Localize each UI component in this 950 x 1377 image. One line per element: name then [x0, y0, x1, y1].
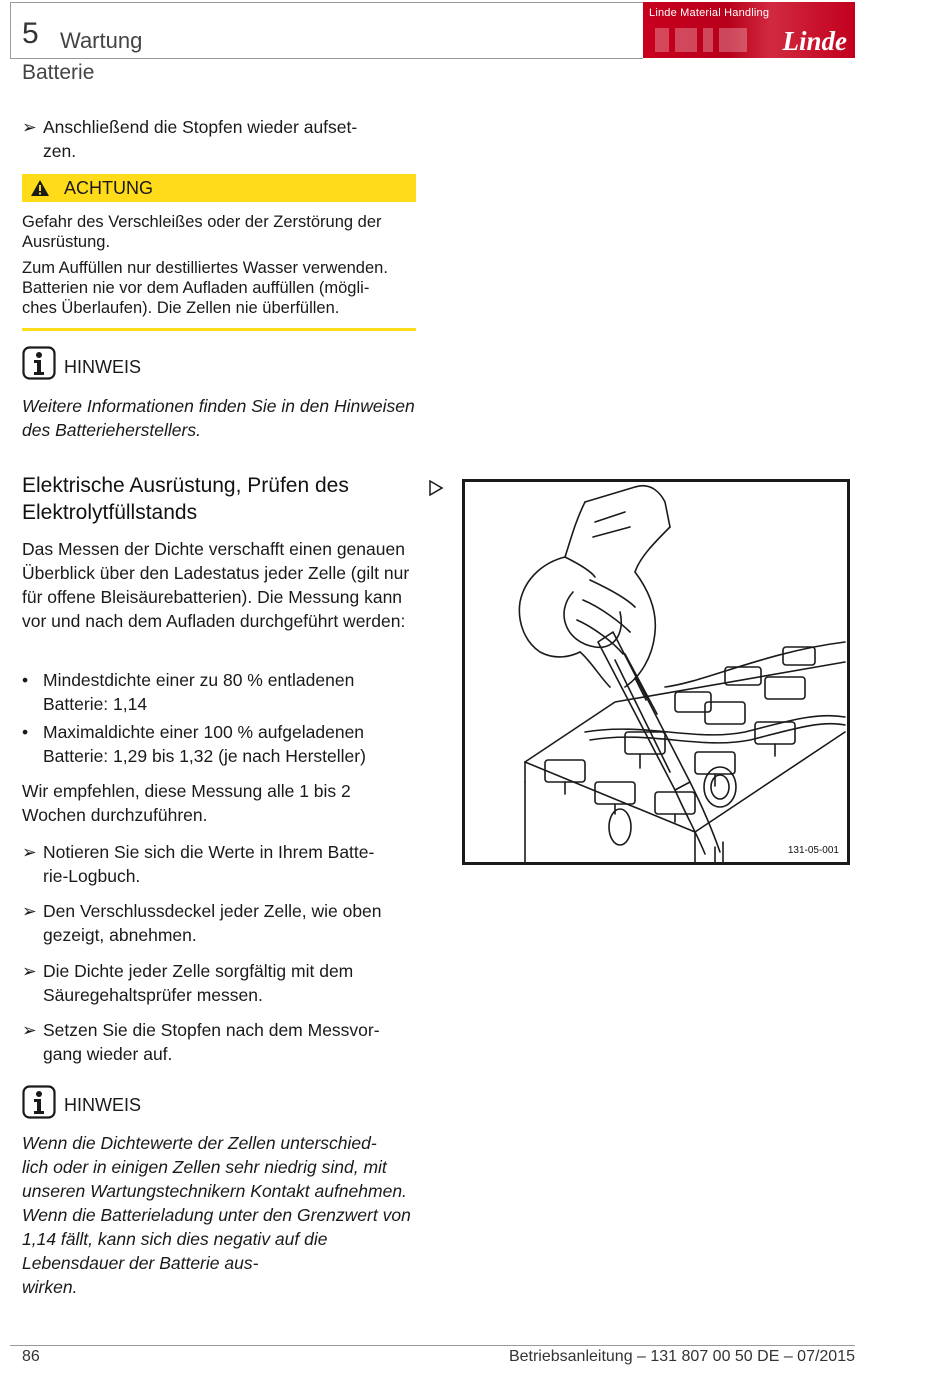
brand-logo-word: Linde [782, 26, 847, 56]
warning-header [22, 174, 416, 202]
battery-illustration [465, 482, 847, 862]
info-icon [22, 346, 56, 380]
step-text: Notieren Sie sich die Werte in Ihrem Batte- rie-Logbuch. [43, 842, 375, 886]
chapter-number: 5 [22, 17, 39, 50]
recommendation [22, 779, 416, 827]
note-text: Weitere Informationen finden Sie in den Hinweisen des Batterieherstellers. [22, 396, 415, 440]
section-intro [22, 537, 416, 633]
footer-rule [10, 1345, 855, 1346]
warning-title: ACHTUNG [64, 178, 153, 198]
figure-hydrometer [462, 479, 850, 865]
header-rule-bottom [10, 58, 643, 59]
step-arrow-icon: ➢ [22, 1020, 37, 1040]
step-text: Setzen Sie die Stopfen nach dem Messvor- gang wieder auf. [43, 1020, 380, 1064]
logo-pattern [655, 28, 750, 52]
figure-label: 131-05-001 [787, 845, 839, 856]
note-title: HINWEIS [64, 1095, 142, 1115]
chapter-title: Wartung [60, 28, 143, 53]
brand-line: Linde Material Handling [649, 7, 770, 19]
figure-marker-icon [428, 480, 444, 496]
note-title: HINWEIS [64, 357, 142, 377]
linde-logo [643, 2, 855, 58]
step-arrow-icon: ➢ [22, 842, 37, 862]
warning-triangle-icon [30, 179, 50, 197]
step-arrow-icon: ➢ [22, 961, 37, 981]
document-reference: Betriebsanleitung – 131 807 00 50 DE – 07/2015 [508, 1348, 855, 1365]
note-text: Wenn die Dichtewerte der Zellen unterschied- lich oder in einigen Zellen sehr niedrig sind, mit unseren Wartungstechnikern Kontakt aufnehmen. Wenn die Batterieladung unter den Grenzwert von 1,14 fällt, kann sich dies negativ auf die Lebensdauer der Batterie aus- wirken. [22, 1133, 411, 1297]
bullet-text: Mindestdichte einer zu 80 % entladenen Batterie: 1,14 [43, 670, 355, 714]
recommendation-text: Wir empfehlen, diese Messung alle 1 bis 2 Wochen durchzuführen. [22, 781, 351, 825]
section-heading: Elektrische Ausrüstung, Prüfen des Elektrolytfüllstands [22, 474, 349, 524]
bullet-dot: • [22, 722, 29, 742]
note-body [22, 394, 416, 442]
step-arrow-icon: ➢ [22, 901, 37, 921]
bullet-text: Maximaldichte einer 100 % aufgeladenen Batterie: 1,29 bis 1,32 (je nach Hersteller) [43, 722, 366, 766]
page-number: 86 [22, 1348, 40, 1365]
step-text: Die Dichte jeder Zelle sorgfältig mit dem Säuregehaltsprüfer messen. [43, 961, 354, 1005]
note-body [22, 1131, 416, 1299]
warning-body [22, 212, 416, 318]
warning-paragraph: Gefahr des Verschleißes oder der Zerstörung der Ausrüstung. [22, 213, 382, 251]
warning-rule [22, 328, 416, 331]
header-rule-left [10, 2, 11, 58]
section-title: Batterie [22, 61, 95, 84]
step-text: Anschließend die Stopfen wieder aufset- zen. [43, 117, 358, 161]
step-text: Den Verschlussdeckel jeder Zelle, wie oben gezeigt, abnehmen. [43, 901, 382, 945]
step-arrow-icon: ➢ [22, 117, 37, 137]
info-icon [22, 1085, 56, 1119]
warning-paragraph: Zum Auffüllen nur destilliertes Wasser verwenden. Batterien nie vor dem Aufladen auffüllen (mögli- ches Überlaufen). Die Zellen nie überfüllen. [22, 259, 388, 317]
intro-text: Das Messen der Dichte verschafft einen genauen Überblick über den Ladestatus jeder Zelle (gilt nur für offene Bleisäurebatterien). Die Messung kann vor und nach dem Aufladen durchgeführt werden: [22, 539, 410, 631]
bullet-dot: • [22, 670, 29, 690]
